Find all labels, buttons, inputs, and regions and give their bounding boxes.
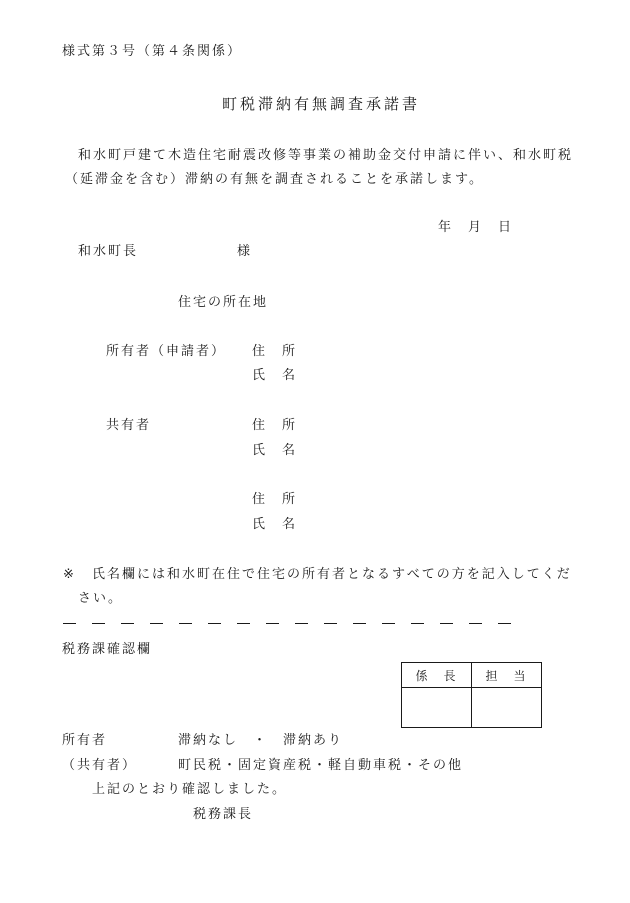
property-location-label: 住宅の所在地 [178, 295, 269, 310]
confirmation-text: 上記のとおり確認しました。 [92, 782, 288, 797]
owner-address-label: 住 所 [252, 344, 298, 359]
coowner-label: 共有者 [106, 418, 152, 433]
tax-section-title: 税務課確認欄 [62, 642, 153, 657]
tax-coowner-label: （共有者） [62, 758, 138, 773]
tax-chief-label: 税務課長 [193, 807, 254, 822]
note-line-2: さい。 [78, 591, 124, 606]
note-mark: ※ [63, 567, 76, 582]
stamp-header-staff: 担 当 [472, 663, 542, 688]
coowner-name-label: 氏 名 [252, 443, 298, 458]
coowner-name-label-2: 氏 名 [252, 517, 298, 532]
approval-stamp-table [401, 662, 542, 728]
note-line-1: 氏名欄には和水町在住で住宅の所有者となるすべての方を記入してくだ [92, 567, 572, 582]
tax-owner-label: 所有者 [62, 733, 108, 748]
stamp-cell-chief[interactable] [402, 688, 472, 728]
addressee-honorific: 様 [237, 244, 253, 259]
date-month: 月 [468, 220, 484, 235]
owner-label: 所有者（申請者） [106, 344, 227, 359]
stamp-header-chief: 係 長 [402, 663, 472, 688]
coowner-address-label: 住 所 [252, 418, 298, 433]
stamp-cell-staff[interactable] [472, 688, 542, 728]
delinquency-status: 滞納なし ・ 滞納あり [178, 733, 344, 748]
coowner-address-label-2: 住 所 [252, 492, 298, 507]
document-title: 町税滞納有無調査承諾書 [222, 95, 421, 113]
form-number: 様式第３号（第４条関係） [62, 44, 243, 59]
date-day: 日 [498, 220, 514, 235]
body-text-line-2: （延滞金を含む）滞納の有無を調査されることを承諾します。 [65, 172, 484, 187]
body-text-line-1: 和水町戸建て木造住宅耐震改修等事業の補助金交付申請に伴い、和水町税 [78, 148, 574, 163]
owner-name-label: 氏 名 [252, 368, 298, 383]
addressee-name: 和水町長 [78, 244, 139, 259]
date-year: 年 [438, 220, 454, 235]
tax-types: 町民税・固定資産税・軽自動車税・その他 [178, 758, 464, 773]
